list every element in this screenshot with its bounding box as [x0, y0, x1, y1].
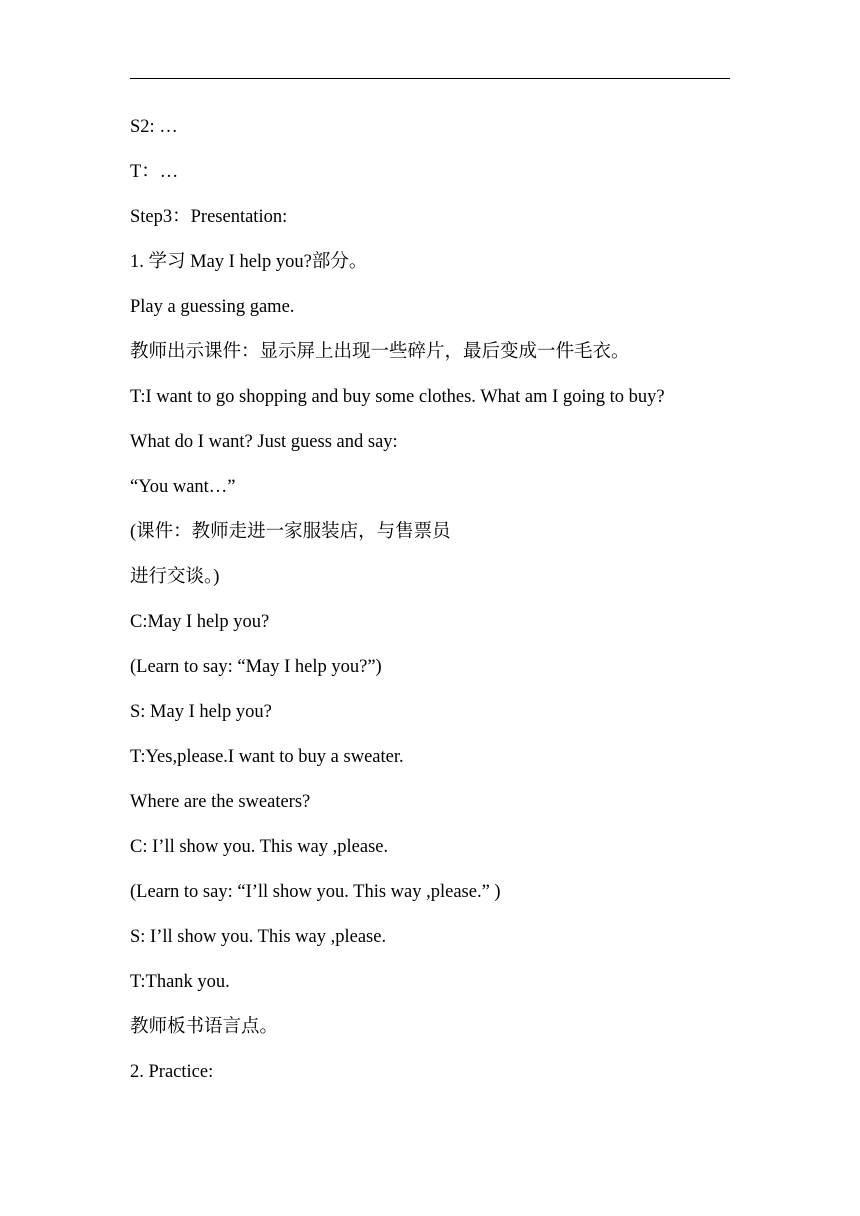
text-line: C: I’ll show you. This way ,please. [130, 837, 389, 857]
text-line: 教师出示课件：显示屏上出现一些碎片，最后变成一件毛衣。 [130, 342, 630, 362]
text-line: 教师板书语言点。 [130, 1017, 279, 1037]
text-line: (Learn to say: “May I help you?”) [130, 657, 382, 677]
text-line: Play a guessing game. [130, 297, 295, 317]
text-line: T:Yes,please.I want to buy a sweater. [130, 747, 404, 767]
text-line: S: May I help you? [130, 702, 272, 722]
text-line: T:Thank you. [130, 972, 230, 992]
text-line: Where are the sweaters? [130, 792, 311, 812]
section-heading: 2. Practice: [130, 1062, 214, 1082]
text-line: S2: … [130, 117, 178, 137]
text-line: (Learn to say: “I’ll show you. This way ,please.” ) [130, 882, 501, 902]
text-line: “You want…” [130, 477, 236, 497]
text-line: 进行交谈。) [130, 567, 220, 587]
text-line: C:May I help you? [130, 612, 270, 632]
text-line: S: I’ll show you. This way ,please. [130, 927, 387, 947]
section-heading: 1. 学习 May I help you?部分。 [130, 252, 368, 272]
text-line: T:I want to go shopping and buy some clothes. What am I going to buy? [130, 387, 665, 407]
step-heading: Step3：Presentation: [130, 207, 288, 227]
text-line: (课件：教师走进一家服装店，与售票员 [130, 522, 451, 542]
document-body [130, 112, 730, 1102]
text-line: What do I want? Just guess and say: [130, 432, 398, 452]
header-rule [130, 78, 730, 79]
text-line: T：… [130, 162, 179, 182]
